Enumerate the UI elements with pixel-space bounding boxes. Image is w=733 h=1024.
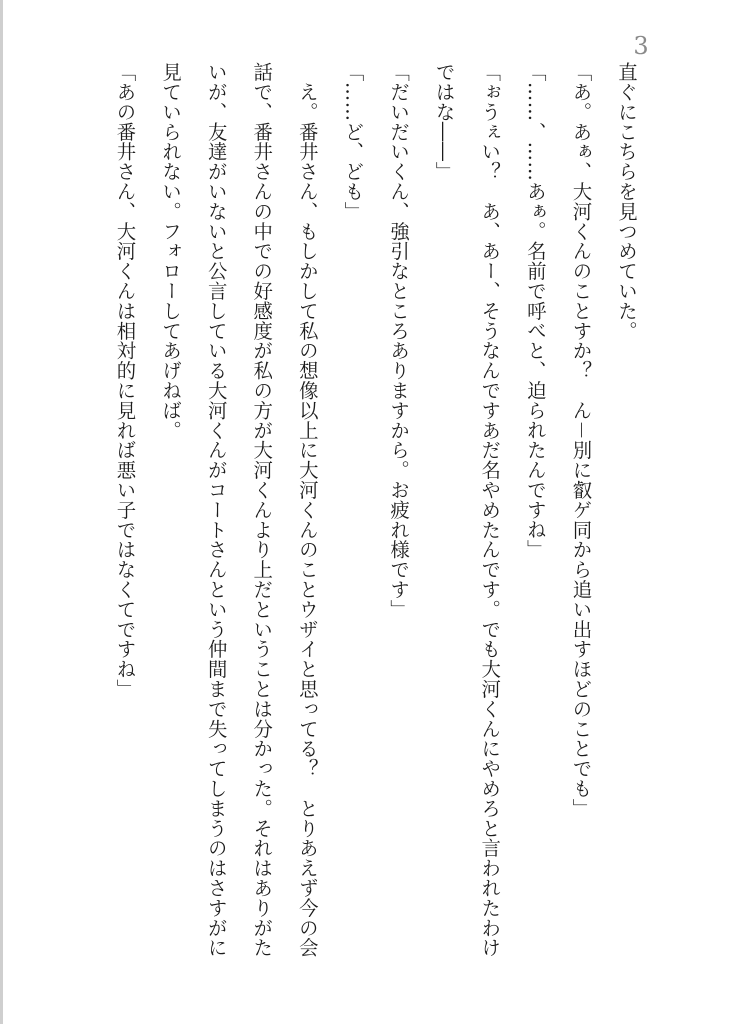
- page-edge-divider: [0, 0, 3, 1024]
- vertical-text-body: [102, 62, 649, 962]
- paragraph-4: 「ぉうぇい？ あ、あー、そうなんですあだ名やめたんです。でも大河くんにやめろと言われたわけではな――」: [432, 62, 502, 958]
- paragraph-5: 「だいだいくん、強引なところありますから。お疲れ様です」: [387, 62, 411, 620]
- paragraph-6: 「……ど、ども」: [341, 62, 365, 222]
- page-number: 3: [633, 32, 649, 60]
- paragraph-8: 「あの番井さん、大河くんは相対的に見れば悪い子ではなくてですね」: [113, 62, 137, 699]
- paragraph-7: え。番井さん、もしかして私の想像以上に大河くんのことウザイと思ってる？ とりあえず今の会話で、番井さんの中での好感度が私の方が大河くんより上だということは分かった。それはありがたいが、友達がいないと公言している大河くんがコートさんという仲間まで失ってしまうのはさすがに見ていられない。フォローしてあげねば。: [159, 62, 319, 958]
- paragraph-2: 「あ。あぁ、大河くんのことすか？ ん－別に叡ゲ同から追い出すほどのことでも」: [569, 62, 593, 819]
- paragraph-1: 直ぐにこちらを見つめていた。: [615, 62, 638, 341]
- paragraph-3: 「……、……あぁ。名前で呼べと、迫られたんですね」: [523, 62, 547, 560]
